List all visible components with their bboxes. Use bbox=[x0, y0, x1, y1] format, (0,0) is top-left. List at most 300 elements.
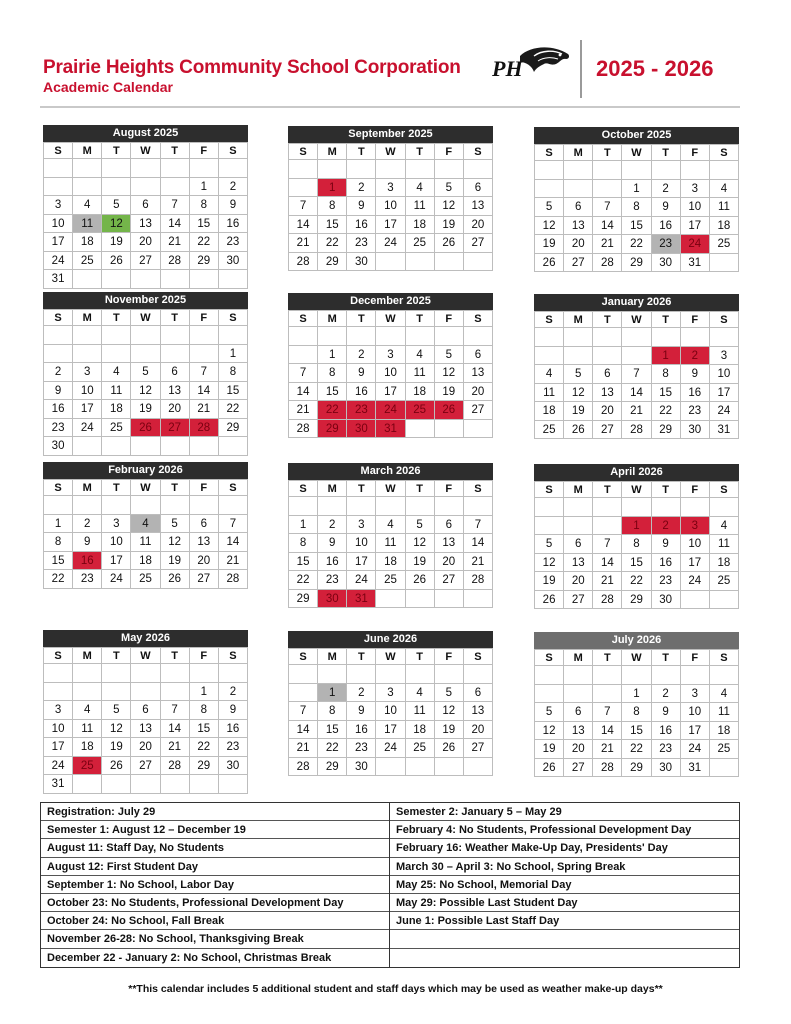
empty-cell bbox=[73, 683, 102, 702]
day-cell: 23 bbox=[681, 402, 710, 421]
day-cell: 18 bbox=[131, 552, 160, 571]
day-cell: 7 bbox=[161, 701, 190, 720]
day-cell: 21 bbox=[289, 739, 318, 758]
day-cell: 21 bbox=[190, 400, 219, 419]
day-cell: 12 bbox=[535, 722, 564, 741]
empty-cell bbox=[593, 517, 622, 536]
weekday-label: T bbox=[593, 650, 622, 666]
day-cell: 27 bbox=[131, 757, 160, 776]
weekday-label: T bbox=[593, 312, 622, 328]
day-cell: 14 bbox=[161, 215, 190, 234]
empty-cell bbox=[44, 345, 73, 364]
day-cell: 10 bbox=[681, 198, 710, 217]
day-cell: 16 bbox=[219, 720, 248, 739]
day-cell: 5 bbox=[435, 346, 464, 365]
day-cell: 6 bbox=[464, 684, 493, 703]
day-cell: 5 bbox=[535, 703, 564, 722]
day-cell: 19 bbox=[102, 738, 131, 757]
empty-cell bbox=[190, 270, 219, 289]
day-cell: 10 bbox=[376, 197, 405, 216]
day-cell: 24 bbox=[681, 235, 710, 254]
panther-logo-icon bbox=[490, 42, 572, 88]
day-cell: 14 bbox=[289, 383, 318, 402]
empty-cell bbox=[102, 159, 131, 178]
day-cell: 25 bbox=[131, 570, 160, 589]
day-cell: 6 bbox=[190, 515, 219, 534]
day-cell: 23 bbox=[318, 571, 347, 590]
page-subtitle: Academic Calendar bbox=[43, 79, 173, 95]
empty-cell bbox=[131, 437, 160, 456]
day-cell: 3 bbox=[44, 701, 73, 720]
day-cell: 9 bbox=[347, 364, 376, 383]
day-cell: 17 bbox=[681, 722, 710, 741]
day-cell: 28 bbox=[289, 420, 318, 439]
day-cell: 15 bbox=[622, 722, 651, 741]
empty-cell bbox=[622, 161, 651, 180]
day-cell: 15 bbox=[219, 382, 248, 401]
empty-cell bbox=[681, 591, 710, 610]
weekday-label: M bbox=[564, 145, 593, 161]
day-cell: 1 bbox=[190, 178, 219, 197]
empty-cell bbox=[593, 666, 622, 685]
day-cell: 26 bbox=[102, 757, 131, 776]
weekday-label: S bbox=[464, 649, 493, 665]
empty-cell bbox=[44, 159, 73, 178]
empty-cell bbox=[73, 159, 102, 178]
day-cell: 17 bbox=[376, 216, 405, 235]
day-cell: 24 bbox=[681, 740, 710, 759]
weekday-label: S bbox=[44, 480, 73, 496]
day-cell: 30 bbox=[219, 252, 248, 271]
day-cell: 28 bbox=[593, 591, 622, 610]
day-cell: 3 bbox=[73, 363, 102, 382]
page-title: Prairie Heights Community School Corporation bbox=[43, 57, 461, 78]
day-cell: 28 bbox=[289, 253, 318, 272]
weekday-label: T bbox=[652, 650, 681, 666]
empty-cell bbox=[435, 758, 464, 777]
day-cell: 11 bbox=[73, 215, 102, 234]
empty-cell bbox=[376, 253, 405, 272]
day-cell: 5 bbox=[535, 535, 564, 554]
weekday-label: T bbox=[406, 649, 435, 665]
day-cell: 2 bbox=[652, 180, 681, 199]
weekday-label: M bbox=[73, 480, 102, 496]
day-cell: 23 bbox=[73, 570, 102, 589]
day-cell: 28 bbox=[190, 419, 219, 438]
weekday-label: T bbox=[161, 648, 190, 664]
day-cell: 22 bbox=[190, 738, 219, 757]
empty-cell bbox=[131, 664, 160, 683]
day-cell: 2 bbox=[219, 683, 248, 702]
empty-cell bbox=[464, 160, 493, 179]
day-cell: 19 bbox=[102, 233, 131, 252]
day-cell: 2 bbox=[44, 363, 73, 382]
empty-cell bbox=[406, 497, 435, 516]
header-rule bbox=[40, 106, 740, 108]
empty-cell bbox=[681, 328, 710, 347]
month-title: April 2026 bbox=[534, 464, 739, 481]
empty-cell bbox=[535, 685, 564, 704]
empty-cell bbox=[435, 590, 464, 609]
day-cell: 3 bbox=[681, 180, 710, 199]
day-cell: 10 bbox=[710, 365, 739, 384]
day-cell: 4 bbox=[710, 517, 739, 536]
weekday-label: T bbox=[161, 143, 190, 159]
day-cell: 4 bbox=[406, 346, 435, 365]
day-cell: 24 bbox=[376, 739, 405, 758]
empty-cell bbox=[131, 178, 160, 197]
day-cell: 4 bbox=[406, 179, 435, 198]
weekday-label: S bbox=[289, 481, 318, 497]
empty-cell bbox=[710, 254, 739, 273]
day-cell: 20 bbox=[190, 552, 219, 571]
empty-cell bbox=[219, 159, 248, 178]
weekday-label: S bbox=[219, 648, 248, 664]
day-cell: 22 bbox=[622, 572, 651, 591]
empty-cell bbox=[289, 684, 318, 703]
empty-cell bbox=[289, 346, 318, 365]
day-cell: 31 bbox=[44, 270, 73, 289]
day-cell: 4 bbox=[406, 684, 435, 703]
day-cell: 25 bbox=[535, 421, 564, 440]
empty-cell bbox=[102, 683, 131, 702]
day-cell: 6 bbox=[464, 179, 493, 198]
day-cell: 16 bbox=[219, 215, 248, 234]
header-divider bbox=[580, 40, 582, 98]
day-cell: 23 bbox=[347, 234, 376, 253]
day-cell: 29 bbox=[190, 252, 219, 271]
weekday-label: W bbox=[622, 650, 651, 666]
date-note: August 11: Staff Day, No Students bbox=[41, 839, 389, 857]
day-cell: 19 bbox=[535, 572, 564, 591]
day-cell: 17 bbox=[347, 553, 376, 572]
weekday-label: S bbox=[219, 480, 248, 496]
empty-cell bbox=[289, 497, 318, 516]
day-cell: 23 bbox=[219, 738, 248, 757]
day-cell: 12 bbox=[102, 720, 131, 739]
day-cell: 9 bbox=[652, 703, 681, 722]
day-cell: 18 bbox=[406, 216, 435, 235]
empty-cell bbox=[161, 159, 190, 178]
day-cell: 14 bbox=[219, 533, 248, 552]
empty-cell bbox=[376, 160, 405, 179]
day-cell: 25 bbox=[710, 740, 739, 759]
weekday-label: S bbox=[44, 310, 73, 326]
day-cell: 20 bbox=[464, 216, 493, 235]
weekday-label: M bbox=[564, 650, 593, 666]
day-cell: 22 bbox=[318, 234, 347, 253]
empty-cell bbox=[652, 498, 681, 517]
weekday-label: S bbox=[710, 145, 739, 161]
day-cell: 24 bbox=[73, 419, 102, 438]
day-cell: 14 bbox=[622, 384, 651, 403]
day-cell: 5 bbox=[131, 363, 160, 382]
day-cell: 17 bbox=[681, 217, 710, 236]
day-cell: 4 bbox=[710, 180, 739, 199]
day-cell: 13 bbox=[161, 382, 190, 401]
day-cell: 4 bbox=[73, 196, 102, 215]
empty-cell bbox=[464, 758, 493, 777]
empty-cell bbox=[73, 496, 102, 515]
day-cell: 3 bbox=[376, 346, 405, 365]
day-cell: 21 bbox=[622, 402, 651, 421]
empty-cell bbox=[681, 666, 710, 685]
day-cell: 14 bbox=[464, 534, 493, 553]
day-cell: 29 bbox=[219, 419, 248, 438]
day-cell: 28 bbox=[219, 570, 248, 589]
day-cell: 30 bbox=[44, 437, 73, 456]
day-cell: 16 bbox=[652, 217, 681, 236]
empty-cell bbox=[564, 347, 593, 366]
day-cell: 13 bbox=[131, 215, 160, 234]
weekday-label: F bbox=[435, 311, 464, 327]
empty-cell bbox=[73, 326, 102, 345]
weekday-label: W bbox=[622, 312, 651, 328]
empty-cell bbox=[435, 420, 464, 439]
day-cell: 8 bbox=[219, 363, 248, 382]
day-cell: 26 bbox=[535, 759, 564, 778]
day-cell: 20 bbox=[564, 572, 593, 591]
empty-cell bbox=[190, 345, 219, 364]
day-cell: 16 bbox=[681, 384, 710, 403]
day-cell: 29 bbox=[652, 421, 681, 440]
day-cell: 15 bbox=[318, 383, 347, 402]
empty-cell bbox=[161, 437, 190, 456]
day-cell: 20 bbox=[161, 400, 190, 419]
day-cell: 9 bbox=[219, 701, 248, 720]
day-cell: 27 bbox=[593, 421, 622, 440]
day-cell: 2 bbox=[318, 516, 347, 535]
day-cell: 19 bbox=[535, 740, 564, 759]
month-title: June 2026 bbox=[288, 631, 493, 648]
day-cell: 25 bbox=[406, 739, 435, 758]
day-cell: 13 bbox=[464, 364, 493, 383]
important-dates-table bbox=[40, 802, 740, 968]
empty-cell bbox=[190, 775, 219, 794]
day-cell: 29 bbox=[622, 254, 651, 273]
day-cell: 29 bbox=[318, 758, 347, 777]
day-cell: 27 bbox=[464, 401, 493, 420]
day-cell: 22 bbox=[652, 402, 681, 421]
weekday-label: W bbox=[131, 143, 160, 159]
day-cell: 22 bbox=[622, 235, 651, 254]
day-cell: 23 bbox=[652, 572, 681, 591]
day-cell: 25 bbox=[376, 571, 405, 590]
month-title: March 2026 bbox=[288, 463, 493, 480]
day-cell: 8 bbox=[289, 534, 318, 553]
day-cell: 19 bbox=[535, 235, 564, 254]
day-cell: 13 bbox=[564, 554, 593, 573]
empty-cell bbox=[710, 498, 739, 517]
day-cell: 7 bbox=[219, 515, 248, 534]
day-cell: 19 bbox=[435, 216, 464, 235]
day-cell: 9 bbox=[652, 198, 681, 217]
day-cell: 30 bbox=[219, 757, 248, 776]
day-cell: 7 bbox=[593, 535, 622, 554]
date-note: Semester 2: January 5 – May 29 bbox=[390, 803, 739, 821]
day-cell: 9 bbox=[318, 534, 347, 553]
empty-cell bbox=[44, 496, 73, 515]
date-note: Semester 1: August 12 – December 19 bbox=[41, 821, 389, 839]
empty-cell bbox=[622, 328, 651, 347]
weekday-label: W bbox=[131, 310, 160, 326]
day-cell: 20 bbox=[593, 402, 622, 421]
day-cell: 15 bbox=[622, 554, 651, 573]
date-note: May 25: No School, Memorial Day bbox=[390, 876, 739, 894]
empty-cell bbox=[406, 758, 435, 777]
day-cell: 29 bbox=[289, 590, 318, 609]
day-cell: 26 bbox=[435, 401, 464, 420]
day-cell: 24 bbox=[376, 401, 405, 420]
important-dates-right bbox=[390, 803, 739, 967]
day-cell: 10 bbox=[681, 703, 710, 722]
day-cell: 1 bbox=[318, 684, 347, 703]
weekday-label: M bbox=[564, 312, 593, 328]
date-note-empty bbox=[390, 949, 739, 967]
day-cell: 13 bbox=[564, 217, 593, 236]
day-cell: 12 bbox=[435, 197, 464, 216]
month-title: November 2025 bbox=[43, 292, 248, 309]
month-december-2025 bbox=[288, 293, 493, 438]
empty-cell bbox=[289, 179, 318, 198]
weekday-label: T bbox=[102, 143, 131, 159]
day-cell: 15 bbox=[652, 384, 681, 403]
day-cell: 31 bbox=[44, 775, 73, 794]
day-cell: 14 bbox=[593, 217, 622, 236]
day-cell: 5 bbox=[535, 198, 564, 217]
day-cell: 6 bbox=[131, 196, 160, 215]
empty-cell bbox=[406, 327, 435, 346]
svg-text:PH: PH bbox=[492, 56, 523, 81]
empty-cell bbox=[464, 665, 493, 684]
empty-cell bbox=[190, 437, 219, 456]
day-cell: 7 bbox=[161, 196, 190, 215]
day-cell: 6 bbox=[564, 535, 593, 554]
weekday-label: W bbox=[622, 482, 651, 498]
day-cell: 2 bbox=[219, 178, 248, 197]
weekday-label: T bbox=[347, 481, 376, 497]
day-cell: 20 bbox=[131, 738, 160, 757]
empty-cell bbox=[593, 161, 622, 180]
day-cell: 2 bbox=[347, 179, 376, 198]
day-cell: 8 bbox=[622, 703, 651, 722]
day-cell: 27 bbox=[564, 254, 593, 273]
empty-cell bbox=[564, 666, 593, 685]
empty-cell bbox=[622, 347, 651, 366]
day-cell: 28 bbox=[161, 252, 190, 271]
day-cell: 8 bbox=[318, 364, 347, 383]
empty-cell bbox=[161, 775, 190, 794]
weekday-label: F bbox=[681, 650, 710, 666]
day-cell: 21 bbox=[289, 234, 318, 253]
day-cell: 12 bbox=[535, 554, 564, 573]
empty-cell bbox=[131, 775, 160, 794]
day-cell: 26 bbox=[435, 739, 464, 758]
day-cell: 29 bbox=[622, 759, 651, 778]
day-cell: 25 bbox=[710, 572, 739, 591]
weekday-label: W bbox=[131, 480, 160, 496]
day-cell: 11 bbox=[710, 703, 739, 722]
day-cell: 22 bbox=[622, 740, 651, 759]
day-cell: 27 bbox=[564, 759, 593, 778]
weekday-label: M bbox=[318, 311, 347, 327]
empty-cell bbox=[535, 161, 564, 180]
day-cell: 11 bbox=[73, 720, 102, 739]
empty-cell bbox=[564, 328, 593, 347]
day-cell: 9 bbox=[681, 365, 710, 384]
empty-cell bbox=[102, 178, 131, 197]
date-note: March 30 – April 3: No School, Spring Break bbox=[390, 858, 739, 876]
day-cell: 23 bbox=[652, 740, 681, 759]
weekday-label: S bbox=[464, 311, 493, 327]
empty-cell bbox=[535, 347, 564, 366]
day-cell: 14 bbox=[190, 382, 219, 401]
month-title: January 2026 bbox=[534, 294, 739, 311]
empty-cell bbox=[535, 328, 564, 347]
empty-cell bbox=[710, 759, 739, 778]
day-cell: 15 bbox=[318, 721, 347, 740]
date-note-empty bbox=[390, 930, 739, 948]
month-june-2026 bbox=[288, 631, 493, 776]
day-cell: 1 bbox=[622, 180, 651, 199]
day-cell: 3 bbox=[681, 685, 710, 704]
day-cell: 25 bbox=[73, 757, 102, 776]
month-october-2025 bbox=[534, 127, 739, 272]
day-cell: 23 bbox=[219, 233, 248, 252]
empty-cell bbox=[652, 328, 681, 347]
weekday-label: W bbox=[376, 144, 405, 160]
day-cell: 31 bbox=[681, 254, 710, 273]
empty-cell bbox=[435, 253, 464, 272]
day-cell: 12 bbox=[131, 382, 160, 401]
day-cell: 8 bbox=[622, 535, 651, 554]
empty-cell bbox=[73, 775, 102, 794]
weekday-label: S bbox=[535, 482, 564, 498]
day-cell: 18 bbox=[406, 383, 435, 402]
day-cell: 19 bbox=[435, 721, 464, 740]
day-cell: 7 bbox=[593, 703, 622, 722]
month-may-2026 bbox=[43, 630, 248, 794]
day-cell: 30 bbox=[347, 420, 376, 439]
empty-cell bbox=[435, 327, 464, 346]
day-cell: 25 bbox=[102, 419, 131, 438]
empty-cell bbox=[131, 326, 160, 345]
day-cell: 5 bbox=[102, 196, 131, 215]
day-cell: 13 bbox=[435, 534, 464, 553]
day-cell: 13 bbox=[464, 702, 493, 721]
empty-cell bbox=[564, 498, 593, 517]
day-cell: 28 bbox=[593, 254, 622, 273]
empty-cell bbox=[710, 591, 739, 610]
day-cell: 27 bbox=[464, 234, 493, 253]
empty-cell bbox=[406, 590, 435, 609]
weekday-label: F bbox=[681, 312, 710, 328]
empty-cell bbox=[102, 270, 131, 289]
day-cell: 29 bbox=[622, 591, 651, 610]
day-cell: 18 bbox=[406, 721, 435, 740]
day-cell: 13 bbox=[593, 384, 622, 403]
day-cell: 4 bbox=[710, 685, 739, 704]
day-cell: 6 bbox=[131, 701, 160, 720]
empty-cell bbox=[406, 160, 435, 179]
weekday-label: F bbox=[190, 143, 219, 159]
day-cell: 2 bbox=[681, 347, 710, 366]
empty-cell bbox=[73, 345, 102, 364]
day-cell: 21 bbox=[161, 738, 190, 757]
day-cell: 9 bbox=[219, 196, 248, 215]
weekday-label: F bbox=[681, 482, 710, 498]
month-november-2025 bbox=[43, 292, 248, 456]
